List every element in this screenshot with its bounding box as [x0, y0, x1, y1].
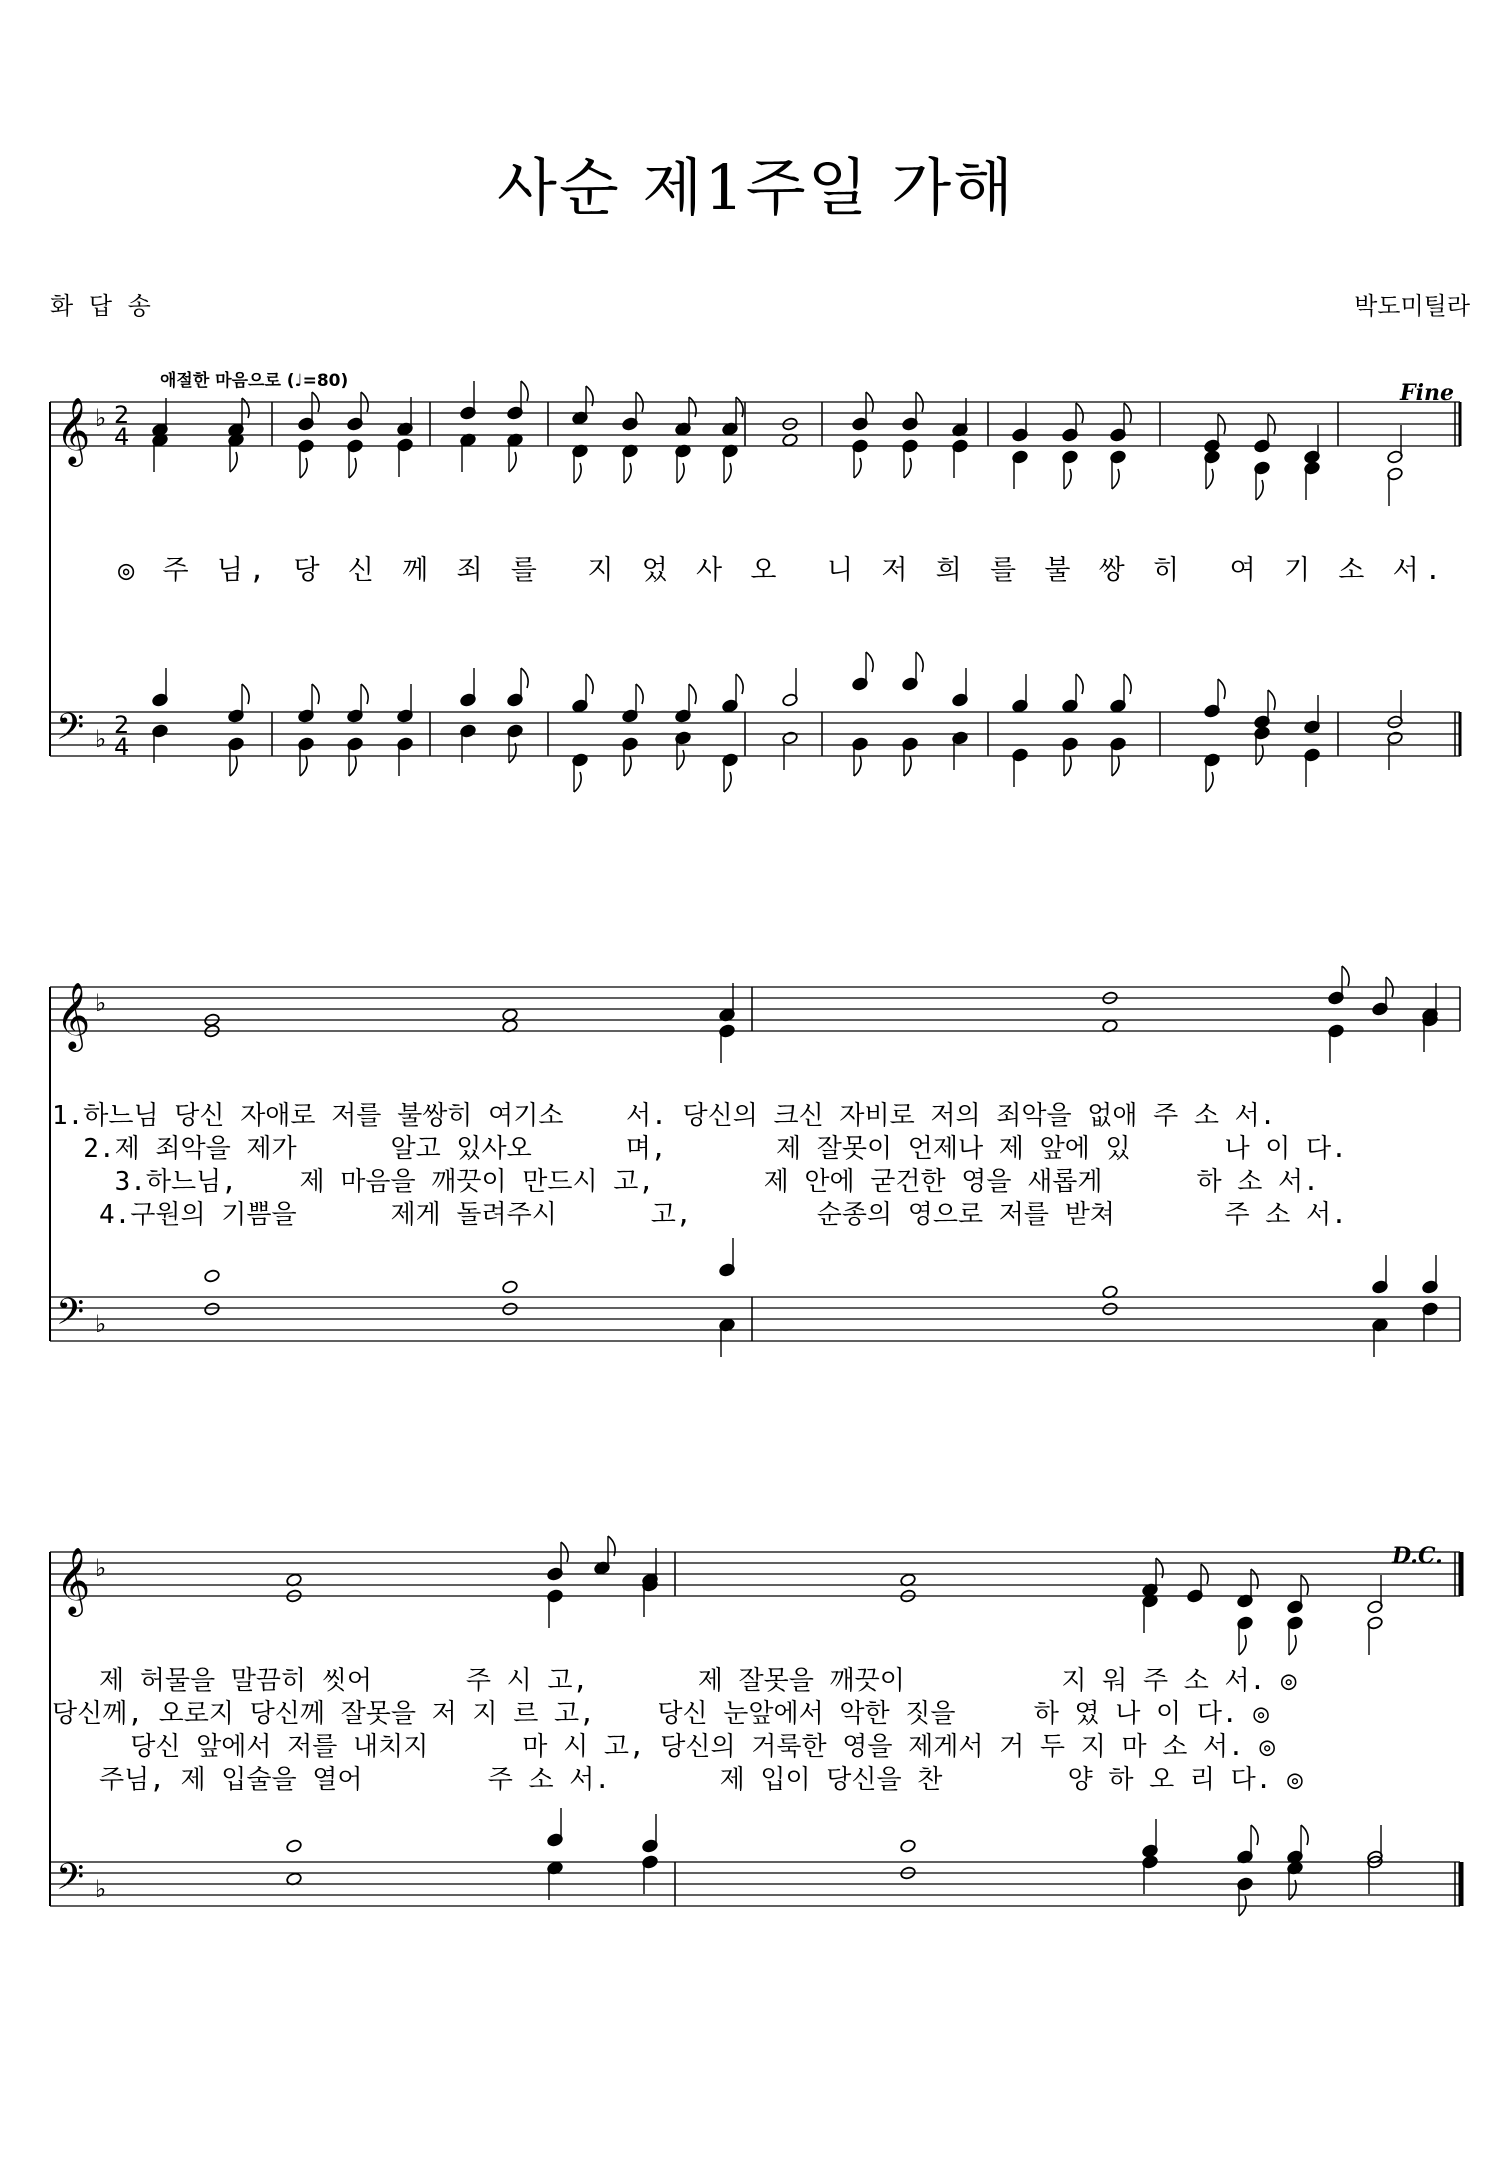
time-sig-bottom: 4: [114, 423, 130, 451]
note-flag: [736, 397, 743, 417]
note-flag: [349, 458, 356, 478]
treble-clef: 𝄞: [56, 1546, 91, 1614]
note-flag: [736, 674, 743, 694]
note-flag: [349, 756, 356, 776]
half-note: [1102, 1302, 1119, 1316]
note-flag: [724, 772, 731, 792]
verse-lyric-4a: 4.구원의 기쁨을 제게 돌려주시 고, 순종의 영으로 저를 받쳐 주 소 서.: [52, 1200, 1347, 1230]
note-flag: [1218, 679, 1225, 699]
time-sig-top: 2: [114, 711, 130, 739]
note-flag: [574, 463, 581, 483]
note-flag: [1064, 469, 1071, 489]
note-flag: [521, 381, 528, 401]
bass-clef: 𝄢: [56, 1856, 85, 1907]
note-flag: [1256, 745, 1263, 765]
note-flag: [1064, 756, 1071, 776]
note-flag: [230, 756, 237, 776]
note-flag: [854, 458, 861, 478]
note-flag: [1289, 1880, 1296, 1900]
note-flag: [608, 1536, 615, 1556]
verse-lyric-1b: 제 허물을 말끔히 씻어 주 시 고, 제 잘못을 깨끗이 지 워 주 소 서. ◎: [52, 1666, 1297, 1696]
note-flag: [677, 750, 684, 770]
note-flag: [300, 756, 307, 776]
bass-clef: 𝄢: [56, 1291, 85, 1342]
flat-key-signature: ♭: [95, 1310, 107, 1338]
note-flag: [586, 386, 593, 406]
note-flag: [1342, 966, 1349, 986]
note-flag: [904, 458, 911, 478]
treble-clef: 𝄞: [56, 981, 91, 1049]
half-note: [502, 1280, 519, 1294]
fine-mark: Fine: [1400, 380, 1454, 406]
note-flag: [242, 398, 249, 418]
verse-lyric-3b: 당신 앞에서 저를 내치지 마 시 고, 당신의 거룩한 영을 제게서 거 두 지 마 소 서. ◎: [52, 1732, 1276, 1762]
note-flag: [904, 756, 911, 776]
flat-key-signature: ♭: [95, 725, 107, 753]
note-flag: [361, 684, 368, 704]
composer-name: 박도미틸라: [1354, 292, 1470, 320]
half-note: [900, 1839, 917, 1853]
note-flag: [866, 652, 873, 672]
note-flag: [724, 463, 731, 483]
note-flag: [916, 652, 923, 672]
note-flag: [636, 684, 643, 704]
bass-clef: 𝄢: [56, 706, 85, 757]
note-flag: [300, 458, 307, 478]
note-flag: [1112, 469, 1119, 489]
note-flag: [574, 772, 581, 792]
note-flag: [1156, 1558, 1163, 1578]
half-note: [286, 1839, 303, 1853]
note-flag: [1112, 756, 1119, 776]
tempo-marking: 애절한 마음으로 (♩=80): [160, 371, 349, 391]
note-flag: [1256, 480, 1263, 500]
half-note: [502, 1302, 519, 1316]
treble-clef: 𝄞: [56, 396, 91, 464]
time-sig-bottom: 4: [114, 733, 130, 761]
flat-key-signature: ♭: [95, 404, 107, 432]
refrain-lyric: ◎ 주 님, 당 신 께 죄 를 지 었 사 오 니 저 희 를 불 쌍 히 여 기 소 서.: [118, 555, 1447, 586]
page-title: 사순 제1주일 가해: [496, 151, 1016, 224]
note-flag: [1206, 469, 1213, 489]
verse-lyric-2b: 당신께, 오로지 당신께 잘못을 저 지 르 고, 당신 눈앞에서 악한 짓을 하 였 나 이 다. ◎: [52, 1699, 1269, 1729]
note-flag: [854, 756, 861, 776]
half-note: [204, 1302, 221, 1316]
verse-lyric-4b: 주님, 제 입술을 열어 주 소 서. 제 입이 당신을 찬 양 하 오 리 다. ◎: [52, 1765, 1303, 1795]
verse-lyric-1a: 1.하느님 당신 자애로 저를 불쌍히 여기소 서. 당신의 크신 자비로 저의 죄악을 없애 주 소 서.: [52, 1101, 1276, 1131]
time-sig-top: 2: [114, 401, 130, 429]
note-flag: [624, 463, 631, 483]
note-flag: [1206, 772, 1213, 792]
flat-key-signature: ♭: [95, 1554, 107, 1582]
note-flag: [1124, 674, 1131, 694]
verse-lyric-3a: 3.하느님, 제 마음을 깨끗이 만드시 고, 제 안에 굳건한 영을 새롭게 하 소 서.: [52, 1167, 1319, 1197]
note-flag: [230, 452, 237, 472]
verse-lyric-2a: 2.제 죄악을 제가 알고 있사오 며, 제 잘못이 언제나 제 앞에 있 나 이 다.: [52, 1134, 1347, 1164]
note-flag: [1076, 674, 1083, 694]
note-flag: [586, 674, 593, 694]
note-flag: [1239, 1635, 1246, 1655]
dc-mark: D.C.: [1392, 1543, 1443, 1569]
note-flag: [521, 668, 528, 688]
note-flag: [242, 684, 249, 704]
note-flag: [677, 463, 684, 483]
flat-key-signature: ♭: [95, 1875, 107, 1903]
note-flag: [312, 684, 319, 704]
note-flag: [1289, 1635, 1296, 1655]
note-flag: [689, 684, 696, 704]
note-flag: [509, 452, 516, 472]
note-flag: [509, 743, 516, 763]
section-label: 화 답 송: [50, 292, 155, 320]
note-flag: [689, 397, 696, 417]
note-flag: [1251, 1825, 1258, 1845]
flat-key-signature: ♭: [95, 989, 107, 1017]
note-flag: [1251, 1569, 1258, 1589]
note-flag: [1301, 1825, 1308, 1845]
note-flag: [624, 756, 631, 776]
note-flag: [1268, 690, 1275, 710]
half-note: [204, 1269, 221, 1283]
